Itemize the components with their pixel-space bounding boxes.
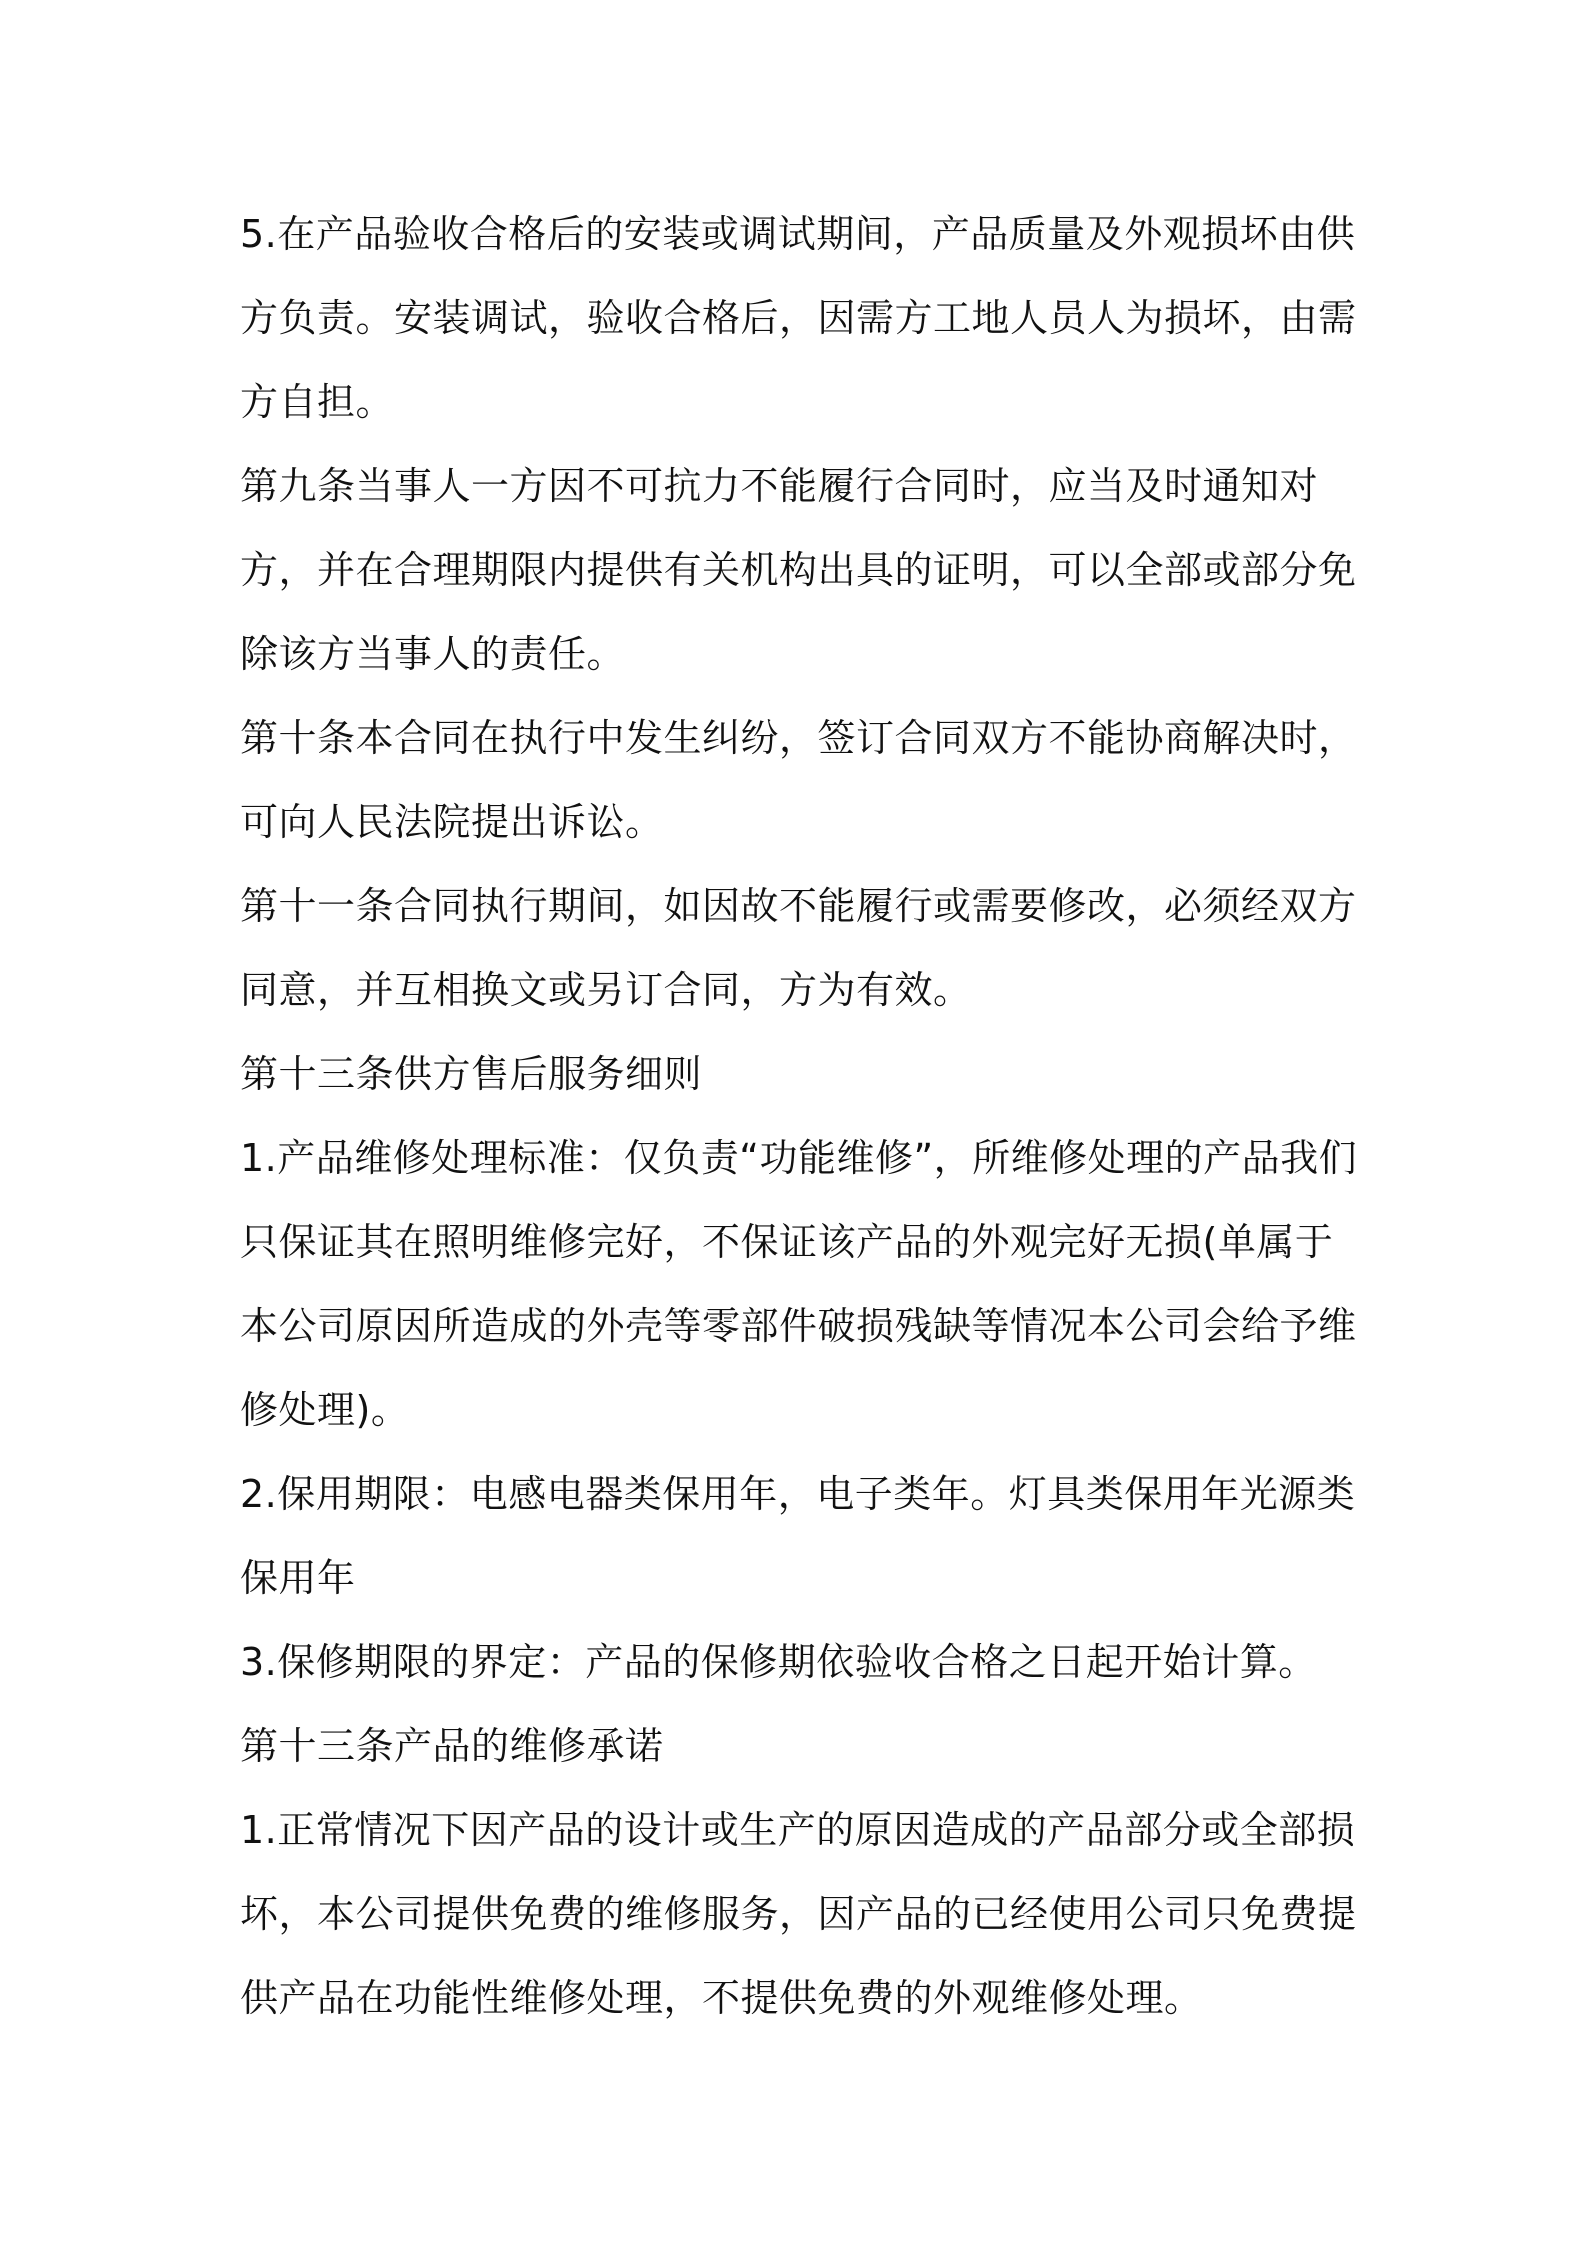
heading-article-13-repair-promise: 第十三条产品的维修承诺 <box>240 1724 664 1768</box>
paragraph-free-repair: 1.正常情况下因产品的设计或生产的原因造成的产品部分或全部损坏，本公司提供免费的维修服务，因产品的已经使用公司只免费提供产品在功能性维修处理，不提供免费的外观维修处理。 <box>240 1808 1357 2020</box>
paragraph-warranty-definition: 3.保修期限的界定：产品的保修期依验收合格之日起开始计算。 <box>240 1640 1317 1684</box>
heading-article-13-after-sales: 第十三条供方售后服务细则 <box>240 1052 703 1096</box>
paragraph-installation-liability: 5.在产品验收合格后的安装或调试期间，产品质量及外观损坏由供方负责。安装调试，验收合格后，因需方工地人员人为损坏，由需方自担。 <box>240 212 1357 424</box>
document-body <box>240 192 1360 2040</box>
paragraph-article-9: 第九条当事人一方因不可抗力不能履行合同时，应当及时通知对方，并在合理期限内提供有关机构出具的证明，可以全部或部分免除该方当事人的责任。 <box>240 464 1357 676</box>
paragraph-article-11: 第十一条合同执行期间，如因故不能履行或需要修改，必须经双方同意，并互相换文或另订合同，方为有效。 <box>240 884 1357 1012</box>
paragraph-repair-standard: 1.产品维修处理标准：仅负责“功能维修”，所维修处理的产品我们只保证其在照明维修完好，不保证该产品的外观完好无损(单属于本公司原因所造成的外壳等零部件破损残缺等情况本公司会给予维修处理)。 <box>240 1136 1358 1432</box>
paragraph-article-10: 第十条本合同在执行中发生纠纷，签订合同双方不能协商解决时，可向人民法院提出诉讼。 <box>240 716 1357 844</box>
paragraph-warranty-period: 2.保用期限：电感电器类保用年，电子类年。灯具类保用年光源类保用年 <box>240 1472 1356 1600</box>
